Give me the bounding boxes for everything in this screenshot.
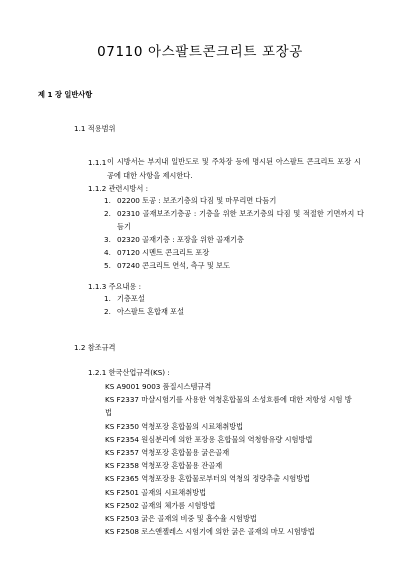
list-item [104,259,364,272]
document-title: 07110 아스팔트콘크리트 포장공 [97,44,303,60]
list-item-text: 02320 골재기층 : 포장을 위한 골재기층 [117,235,244,244]
list-item-text: 07120 시멘트 콘크리트 포장 [117,248,210,257]
list-item [104,305,184,318]
list-item: KS F2502 골재의 체가름 시험방법 [105,500,216,510]
subsection-text-1-1-1: 이 시방서는 부지내 일반도로 및 주차장 등에 명시된 아스팔트 콘크리트 포장 시공에 대한 사항을 제시한다. [107,157,361,180]
list-item: KS F2501 골재의 시료채취방법 [105,487,207,497]
list-item [104,292,184,305]
list-item: KS F2350 역청포장 혼합물의 시료채취방법 [105,421,244,431]
subsection-heading-1-1-2: 1.1.2 관련시방서 : [88,184,148,193]
list-item [104,233,364,246]
list-item: KS F2508 로스앤젤레스 시험기에 의한 굵은 골재의 마모 시험방법 [105,527,315,537]
chapter-heading: 제 1 장 일반사항 [38,90,93,99]
list-item-text: 아스팔트 혼합재 포설 [117,307,185,316]
list-item-number: 5. [104,261,111,270]
subsection-number-1-1-1: 1.1.1 [88,158,107,167]
list-item-text: 02200 토공 : 보조기층의 다짐 및 마무리면 다듬기 [117,196,277,205]
list-item [104,194,364,207]
list-item [104,207,364,233]
subsection-heading-1-1-3: 1.1.3 주요내용 : [88,282,142,291]
list-item-number: 2. [104,209,111,218]
list-item-number: 4. [104,248,111,257]
section-heading-1-2: 1.2 참조규격 [74,343,116,352]
list-item-text: 07240 콘크리트 연석, 측구 및 보도 [117,261,230,270]
main-content-list [104,292,184,318]
section-heading-1-1: 1.1 적용범위 [74,124,116,133]
list-item-text: 기층포설 [117,294,145,303]
list-item: KS F2365 역청포장용 혼합물로부터의 역청의 정량추출 시험방법 [105,474,311,484]
list-item-text: 02310 골재보조기층공 : 기층을 위한 보조기층의 다짐 및 적절한 기면까지 다듬기 [117,209,364,231]
ks-standards-list [105,380,357,538]
list-item: KS F2503 굵은 골재의 비중 및 흡수율 시험방법 [105,514,257,524]
list-item: KS F2354 원심분리에 의한 포장용 혼합물의 역청함유량 시험방법 [105,434,313,444]
list-item-number: 1. [104,196,111,205]
list-item [104,246,364,259]
list-item-number: 3. [104,235,111,244]
list-item-number: 1. [104,294,111,303]
list-item-number: 2. [104,307,111,316]
related-spec-list [104,194,364,272]
list-item: KS F2358 역청포장 혼합물용 잔골재 [105,461,223,471]
list-item: KS A9001 9003 품질시스템규격 [105,382,212,391]
subsection-heading-1-2-1: 1.2.1 한국산업규격(KS) : [88,368,170,377]
list-item: KS F2337 마샬시험기를 사용한 역청혼합물의 소성흐름에 대한 저항성 시험 방법 [105,395,352,418]
list-item: KS F2357 역청포장 혼합물용 굵은골재 [105,448,230,458]
